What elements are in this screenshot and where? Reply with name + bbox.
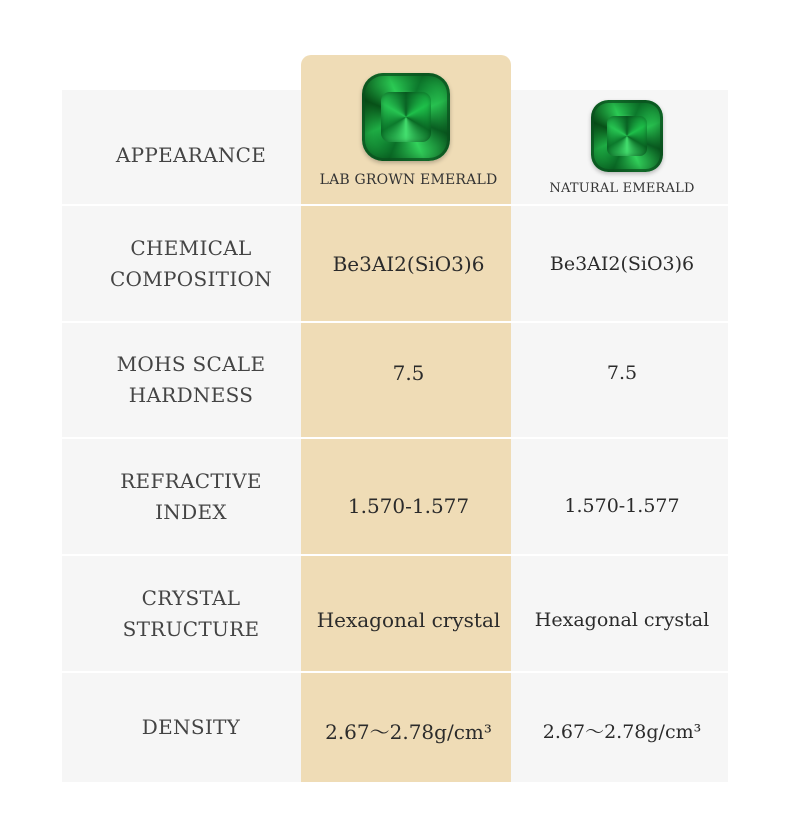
emerald-gem-icon: [362, 73, 450, 161]
lab-crystal-structure: Hexagonal crystal: [316, 607, 501, 632]
row-label-density: DENSITY: [141, 715, 241, 739]
natural-emerald-label: NATURAL EMERALD: [549, 181, 695, 196]
lab-refractive-index: 1.570-1.577: [347, 493, 470, 518]
lab-grown-emerald-label: LAB GROWN EMERALD: [319, 172, 498, 188]
row-label-refractive-index: REFRACTIVE INDEX: [120, 468, 262, 524]
natural-refractive-index: 1.570-1.577: [564, 494, 680, 517]
row-label-crystal-structure: CRYSTAL STRUCTURE: [122, 585, 260, 641]
emerald-gem-icon: [591, 100, 663, 172]
row-label-chemical-composition: CHEMICAL COMPOSITION: [109, 235, 273, 291]
natural-mohs-hardness: 7.5: [606, 362, 638, 384]
lab-density: 2.67～2.78g/cm³: [325, 720, 492, 744]
lab-chemical-composition: Be3AI2(SiO3)6: [332, 251, 485, 276]
natural-chemical-composition: Be3AI2(SiO3)6: [549, 252, 695, 275]
row-label-mohs-hardness: MOHS SCALE HARDNESS: [116, 352, 266, 407]
natural-density: 2.67～2.78g/cm³: [542, 721, 702, 743]
natural-crystal-structure: Hexagonal crystal: [534, 608, 710, 631]
lab-mohs-hardness: 7.5: [392, 361, 425, 385]
row-label-appearance: APPEARANCE: [115, 142, 267, 167]
